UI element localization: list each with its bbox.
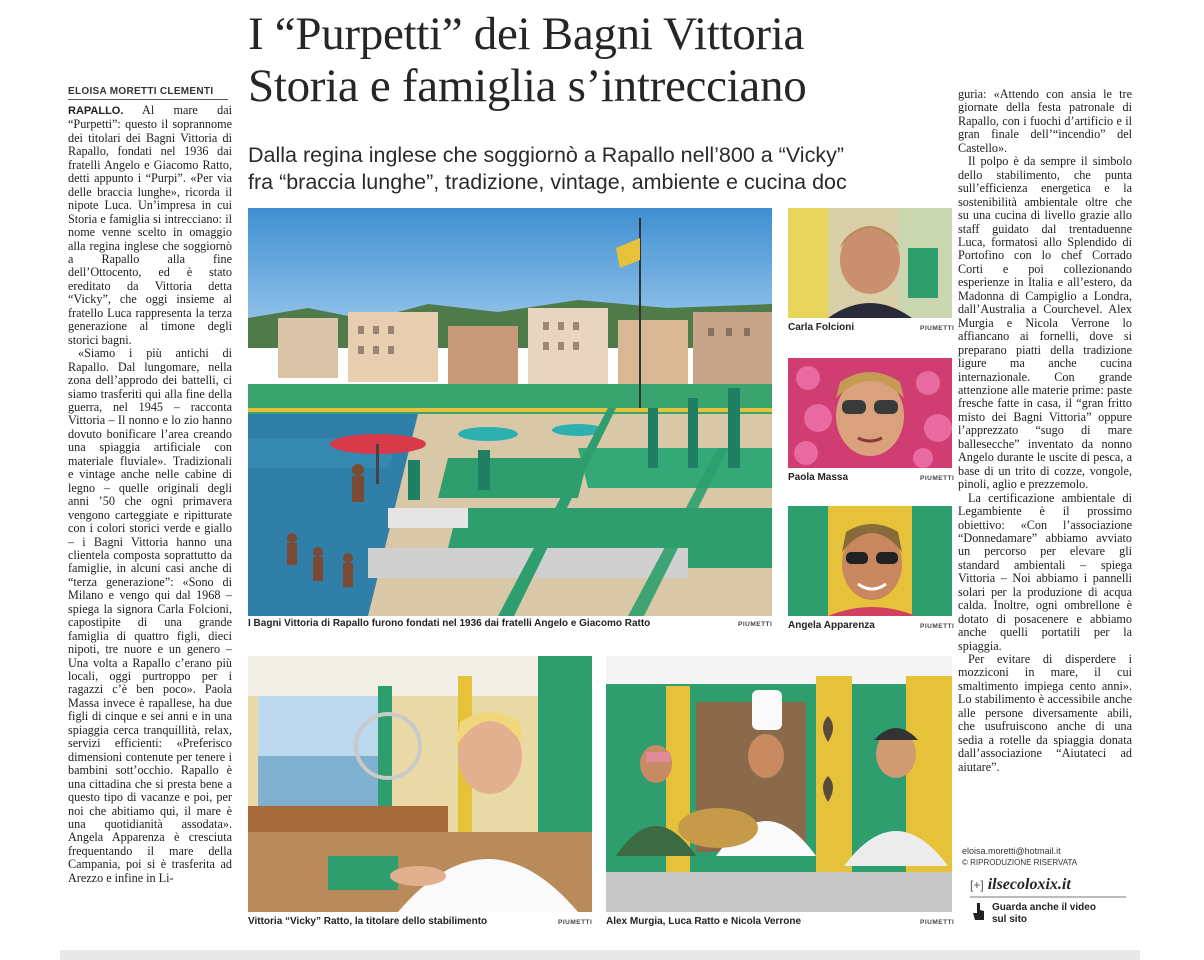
dateline: RAPALLO. <box>68 105 124 117</box>
portrait-caption: Paola Massa <box>788 472 849 483</box>
article-paragraph: Il polpo è da sempre il simbolo dello stabilimento, che punta sull’efficienza energetica e la sostenibilità ambientale oltre che su una cucina di livello grazie allo staff guidato dal trentaduenne Luca, formatosi allo Splendido di Portofino con lo chef Corrado Corti e poi collezionando esperienze in Italia e all’estero, da Madonna di Campiglio a Londra, dall’Australia a Courchevel. Alex Murgia e Nicola Verrone lo affiancano ai fornelli, dove si preparano piatti della tradizione ligure ma anche cucina internazionale. Con grande attenzione alle materie prime: paste fresche fatte in casa, il “gran fritto misto dei Bagni Vittoria” oppure l’apprezzato “sugo di mare ballesecche” inventato da nonno Angelo durante le uscite di pesca, a base di un trito di cozze, vongole, pinoli, aglio e prezzemolo. <box>958 154 1132 492</box>
portrait-carla-folcioni <box>788 208 952 318</box>
portrait-caption: Carla Folcioni <box>788 322 855 333</box>
article-paragraph: guria: «Attendo con ansia le tre giornate della festa patronale di Rapallo, con i fuochi d’artificio e il gran finale dell’“incendio” del Castello». <box>958 88 1132 155</box>
copyright-notice: © RIPRODUZIONE RISERVATA <box>962 858 1078 867</box>
site-logo[interactable] <box>970 876 1126 898</box>
photo-credit: PIUMETTI <box>920 475 955 482</box>
portrait-caption: Angela Apparenza <box>788 620 875 631</box>
photo-vittoria-ratto <box>248 656 592 912</box>
portrait-paola-massa <box>788 358 952 468</box>
photo-caption-staff: Alex Murgia, Luca Ratto e Nicola Verrone <box>606 916 802 927</box>
photo-credit: PIUMETTI <box>920 325 955 332</box>
video-link-text: Guarda anche il video sul sito <box>992 902 1096 925</box>
author-email: eloisa.moretti@hotmail.it <box>962 846 1061 856</box>
main-photo-beach <box>248 208 772 616</box>
portrait-angela-apparenza <box>788 506 952 616</box>
photo-caption-vittoria: Vittoria “Vicky” Ratto, la titolare dello stabilimento <box>248 916 488 927</box>
video-link[interactable] <box>972 902 1122 926</box>
photo-credit: PIUMETTI <box>558 919 593 926</box>
hand-pointer-icon <box>972 902 986 926</box>
photo-credit: PIUMETTI <box>920 623 955 630</box>
byline: ELOISA MORETTI CLEMENTI <box>68 86 228 100</box>
main-photo-caption: I Bagni Vittoria di Rapallo furono fondati nel 1936 dai fratelli Angelo e Giacomo Ratto <box>248 618 651 629</box>
headline-line-1: I “Purpetti” dei Bagni Vittoria <box>248 8 805 60</box>
logo-text: ilsecoloxix.it <box>987 876 1071 893</box>
article-paragraph: Per evitare di disperdere i mozziconi in mare, il cui smaltimento impiega cento anni». Lo stabilimento è accessibile anche alle persone diversamente abili, che usufruiscono anche di una sedia a rotelle da spiaggia donata dall’associazione “Aiutateci ad aiutare”. <box>958 652 1132 774</box>
headline-line-2: Storia e famiglia s’intrecciano <box>248 60 807 112</box>
article-body-left <box>68 104 232 940</box>
photo-credit: PIUMETTI <box>738 621 773 628</box>
headline <box>248 8 968 112</box>
subhead-line-2: fra “braccia lunghe”, tradizione, vintage, ambiente e cucina doc <box>248 170 847 194</box>
article-paragraph: «Siamo i più antichi di Rapallo. Dal lungomare, nella zona dell’approdo dei battelli, ci siamo trasferiti qui alla fine della guerra, nel 1945 – racconta Vittoria – Il nonno e lo zio hanno dovuto bonificare l’area creando una spiaggia artificiale con materiale fluviale». Tradizionali e vintage anche nelle cabine di legno – quelle originali degli anni ’50 che ogni primavera vengono carteggiate e ripitturate con i colori storici verde e giallo – i Bagni Vittoria hanno una clientela composta soprattutto da famiglie, in alcuni casi anche di “terza generazione”: «Sono di Milano e vengo qui dal 1968 – spiega la signora Carla Folcioni, capostipite di una grande famiglia di quattro figli, dieci nipoti, tre nuore e un genero – Una volta a Rapallo c’erano più locali, oggi purtroppo per i ragazzi c’è ben poco». Paola Massa invece è rapallese, ha due figli di cinque e sei anni e in una spiaggia cerca tranquillità, relax, servizi efficienti: «Preferisco dimensioni contenute per tenere i bambini sott’occhio. Rapallo è una cittadina che si presta bene a questo tipo di vacanze e poi, per noi che abitiamo qui, il mare è una quotidianità assodata». Angela Apparenza è cresciuta frequentando il mare della Campania, poi si è trasferita ad Arezzo e infine in Li- <box>68 346 232 885</box>
article-paragraph: La certificazione ambientale di Legambiente è il prossimo obiettivo: «Con l’associazione “Donnedamare” abbiamo avviato un percorso per elevare gli standard ambientali – spiega Vittoria – Noi abbiamo i pannelli solari per la produzione di acqua calda. Inoltre, ogni ombrellone è dotato di posacenere e abbiamo anche quelli portatili per la spiaggia. <box>958 490 1132 653</box>
page-footer-bar <box>60 950 1140 960</box>
logo-bracket: [+] <box>970 878 984 892</box>
cut-off-kicker-strip <box>150 0 790 8</box>
article-body-right <box>958 88 1132 842</box>
article-paragraph: RAPALLO. Al mare dai “Purpetti”: questo il soprannome dei titolari dei Bagni Vittoria di Rapallo, fondati nel 1936 dai fratelli Angelo e Giacomo Ratto, detti appunto i “Purpi”. «Per via delle braccia lunghe», ricorda il nipote Luca. Un’impresa in cui Storia e famiglia si intrecciano: il nome venne scelto in omaggio alla regina inglese che soggiornò a Rapallo alla fine dell’Ottocento, ed è stato ereditato da Vittoria detta “Vicky”, che oggi insieme al fratello Luca rappresenta la terza generazione al timone degli storici bagni. <box>68 104 232 347</box>
subhead-line-1: Dalla regina inglese che soggiornò a Rapallo nell’800 a “Vicky” <box>248 143 844 167</box>
photo-credit: PIUMETTI <box>920 919 955 926</box>
photo-kitchen-staff <box>606 656 952 912</box>
subheadline <box>248 142 968 196</box>
